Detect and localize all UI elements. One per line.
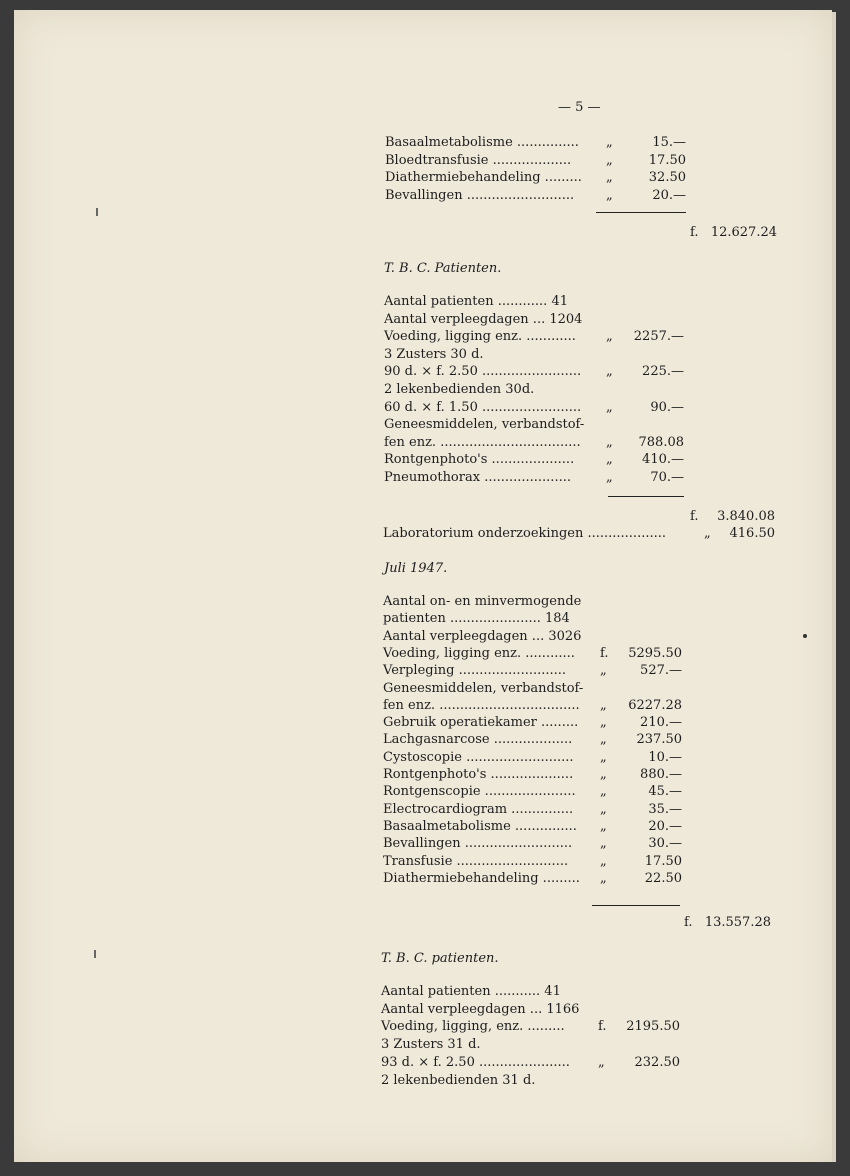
total-currency: f.	[690, 225, 699, 240]
line-item-amount: 17.50	[644, 854, 682, 869]
line-item-label: Aantal patienten ............ 41	[384, 294, 568, 309]
total-currency: f.	[690, 509, 699, 524]
line-item-label: Geneesmiddelen, verbandstof-	[384, 417, 585, 432]
total-value: 3.840.08	[717, 509, 775, 524]
line-item-currency-mark: „	[606, 153, 613, 168]
line-item-label: Diathermiebehandeling .........	[385, 170, 582, 185]
line-item-amount: 22.50	[644, 871, 682, 886]
line-item-label: Aantal verpleegdagen ... 1204	[384, 312, 583, 327]
line-item-amount: 788.08	[638, 435, 684, 450]
line-item-currency-mark: „	[600, 663, 607, 678]
line-item-amount: 20.—	[648, 819, 682, 834]
line-item-amount: 225.—	[642, 364, 684, 379]
line-item-amount: 5295.50	[628, 646, 682, 661]
line-item-label: 93 d. × f. 2.50 ......................	[381, 1055, 570, 1070]
line-item-label: Bevallingen ..........................	[383, 836, 573, 851]
line-item-currency-mark: „	[600, 871, 607, 886]
lab-value: 416.50	[729, 526, 775, 541]
lab-quote: „	[704, 526, 711, 541]
lab-label: Laboratorium onderzoekingen ...................	[383, 526, 666, 541]
line-item-amount: 10.—	[648, 750, 682, 765]
line-item-amount: 15.—	[652, 135, 686, 150]
line-item-label: Basaalmetabolisme ...............	[385, 135, 579, 150]
total-currency: f.	[684, 915, 693, 930]
line-item-label: 90 d. × f. 2.50 ........................	[384, 364, 582, 379]
total-value: 12.627.24	[710, 225, 777, 240]
margin-mark	[96, 208, 98, 216]
line-item-currency-mark: „	[606, 400, 613, 415]
line-item-amount: 30.—	[648, 836, 682, 851]
line-item-label: Gebruik operatiekamer .........	[383, 715, 579, 730]
line-item-label: Aantal patienten ........... 41	[381, 984, 561, 999]
section-heading-tbc-2: T. B. C. patienten.	[381, 951, 499, 966]
section-heading-month: Juli 1947.	[384, 561, 448, 576]
line-item-amount: 2195.50	[626, 1019, 680, 1034]
line-item-amount: 2257.—	[633, 329, 684, 344]
line-item-currency-mark: „	[606, 170, 613, 185]
line-item-currency-mark: „	[606, 135, 613, 150]
line-item-amount: 90.—	[650, 400, 684, 415]
line-item-currency-mark: „	[600, 732, 607, 747]
line-item-label: fen enz. ..................................	[384, 435, 581, 450]
line-item-label: 3 Zusters 31 d.	[381, 1037, 481, 1052]
line-item-amount: 232.50	[634, 1055, 680, 1070]
line-item-label: Bevallingen ..........................	[385, 188, 575, 203]
line-item-amount: 35.—	[648, 802, 682, 817]
line-item-label: Cystoscopie ..........................	[383, 750, 574, 765]
line-item-currency-mark: „	[600, 819, 607, 834]
margin-mark	[94, 950, 96, 958]
line-item-label: Voeding, ligging enz. ............	[384, 329, 576, 344]
line-item-amount: 20.—	[652, 188, 686, 203]
line-item-label: Aantal on- en minvermogende	[383, 594, 582, 609]
sum-rule	[592, 905, 680, 906]
line-item-label: Diathermiebehandeling .........	[383, 871, 580, 886]
line-item-amount: 527.—	[640, 663, 682, 678]
line-item-label: fen enz. ..................................	[383, 698, 580, 713]
line-item-currency-mark: „	[606, 435, 613, 450]
sum-rule	[596, 212, 686, 213]
line-item-label: Aantal verpleegdagen ... 3026	[383, 629, 582, 644]
line-item-amount: 45.—	[648, 784, 682, 799]
margin-dot	[803, 634, 807, 638]
line-item-currency-mark: „	[606, 329, 613, 344]
line-item-label: Aantal verpleegdagen ... 1166	[381, 1002, 580, 1017]
line-item-label: 3 Zusters 30 d.	[384, 347, 484, 362]
line-item-label: Bloedtransfusie ...................	[385, 153, 572, 168]
page-number: — 5 —	[558, 100, 601, 115]
sum-rule	[608, 496, 684, 497]
line-item-amount: 17.50	[648, 153, 686, 168]
line-item-currency-mark: f.	[600, 646, 609, 661]
line-item-label: Rontgenphoto's ....................	[384, 452, 575, 467]
line-item-amount: 210.—	[640, 715, 682, 730]
line-item-currency-mark: „	[606, 188, 613, 203]
line-item-currency-mark: „	[600, 854, 607, 869]
line-item-currency-mark: „	[600, 784, 607, 799]
line-item-label: Voeding, ligging enz. ............	[383, 646, 575, 661]
line-item-label: Rontgenscopie ......................	[383, 784, 576, 799]
line-item-label: 2 lekenbedienden 30d.	[384, 382, 535, 397]
line-item-amount: 237.50	[636, 732, 682, 747]
section-heading-tbc: T. B. C. Patienten.	[384, 261, 502, 276]
line-item-currency-mark: „	[606, 470, 613, 485]
line-item-currency-mark: „	[600, 802, 607, 817]
line-item-label: Electrocardiogram ...............	[383, 802, 574, 817]
line-item-currency-mark: „	[600, 750, 607, 765]
line-item-label: 60 d. × f. 1.50 ........................	[384, 400, 582, 415]
line-item-currency-mark: f.	[598, 1019, 607, 1034]
line-item-label: Basaalmetabolisme ...............	[383, 819, 577, 834]
line-item-currency-mark: „	[600, 836, 607, 851]
line-item-label: Pneumothorax .....................	[384, 470, 571, 485]
line-item-currency-mark: „	[598, 1055, 605, 1070]
line-item-currency-mark: „	[606, 364, 613, 379]
line-item-label: Verpleging ..........................	[383, 663, 567, 678]
line-item-label: Lachgasnarcose ...................	[383, 732, 573, 747]
line-item-amount: 70.—	[650, 470, 684, 485]
line-item-currency-mark: „	[606, 452, 613, 467]
line-item-amount: 880.—	[640, 767, 682, 782]
total-value: 13.557.28	[704, 915, 771, 930]
line-item-label: Voeding, ligging, enz. .........	[381, 1019, 565, 1034]
line-item-label: Rontgenphoto's ....................	[383, 767, 574, 782]
line-item-currency-mark: „	[600, 698, 607, 713]
page-edge	[832, 12, 836, 1162]
line-item-amount: 410.—	[642, 452, 684, 467]
line-item-label: patienten ...................... 184	[383, 611, 570, 626]
line-item-amount: 6227.28	[628, 698, 682, 713]
line-item-currency-mark: „	[600, 715, 607, 730]
line-item-currency-mark: „	[600, 767, 607, 782]
line-item-label: Geneesmiddelen, verbandstof-	[383, 681, 584, 696]
line-item-label: 2 lekenbedienden 31 d.	[381, 1073, 536, 1088]
line-item-amount: 32.50	[648, 170, 686, 185]
line-item-label: Transfusie ...........................	[383, 854, 569, 869]
